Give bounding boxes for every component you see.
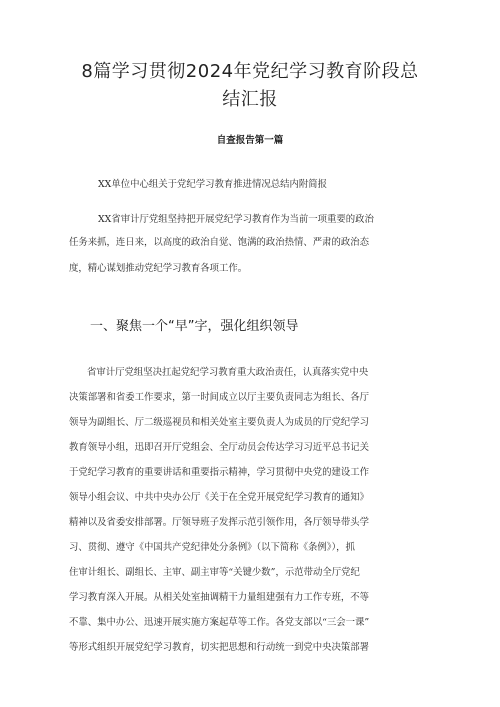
body-line: 决策部署和省委工作要求，第一时间成立以厅主要负责同志为组长、各厅 — [69, 392, 370, 403]
section-heading: 一、聚焦一个“早”字，强化组织领导 — [90, 319, 299, 334]
body-line: 省审计厅党组坚决扛起党纪学习教育重大政治责任，认真落实党中央 — [87, 367, 369, 378]
body-line: 精神以及省委安排部署。厅领导班子发挥示范引领作用，各厅领导带头学 — [69, 517, 370, 528]
body-line: 于党纪学习教育的重要讲话和重要指示精神，学习贯彻中央党的建设工作 — [69, 467, 370, 478]
title-line-2: 结汇报 — [222, 89, 278, 110]
body-line: 习、贯彻、遵守《中国共产党纪律处分条例》（以下简称《条例》），抓 — [69, 542, 355, 553]
body-line: 领导为副组长、厅二级巡视员和相关处室主要负责人为成员的厅党纪学习 — [69, 417, 370, 428]
body-line: 教育领导小组，迅即召开厅党组会、全厅动员会传达学习习近平总书记关 — [69, 442, 370, 453]
body-line: 等形式组织开展党纪学习教育，切实把思想和行动统一到党中央决策部署 — [69, 642, 370, 653]
subtitle: 自查报告第一篇 — [216, 135, 284, 146]
body-line: 学习教育深入开展。从相关处室抽调精干力量组建强有力工作专班，不等 — [69, 592, 370, 603]
report-title: XX单位中心组关于党纪学习教育推进情况总结内附简报 — [98, 179, 327, 190]
intro-line: 度，精心谋划推动党纪学习教育各项工作。 — [69, 263, 248, 274]
body-line: 住审计组长、副组长、主审、副主审等“关键少数”，示范带动全厅党纪 — [69, 567, 360, 578]
intro-line: 任务来抓，连日来，以高度的政治自觉、饱满的政治热情、严肃的政治态 — [69, 237, 370, 248]
document-title — [40, 58, 460, 114]
intro-line: XX省审计厅党组坚持把开展党纪学习教育作为当前一项重要的政治 — [98, 214, 374, 225]
title-line-1: 8篇学习贯彻2024年党纪学习教育阶段总 — [81, 61, 419, 82]
body-line: 不靠、集中办公、迅速开展实施方案起草等工作。各党支部以“三会一课” — [69, 617, 370, 628]
body-line: 领导小组会议、中共中央办公厅《关于在全党开展党纪学习教育的通知》 — [69, 492, 370, 503]
